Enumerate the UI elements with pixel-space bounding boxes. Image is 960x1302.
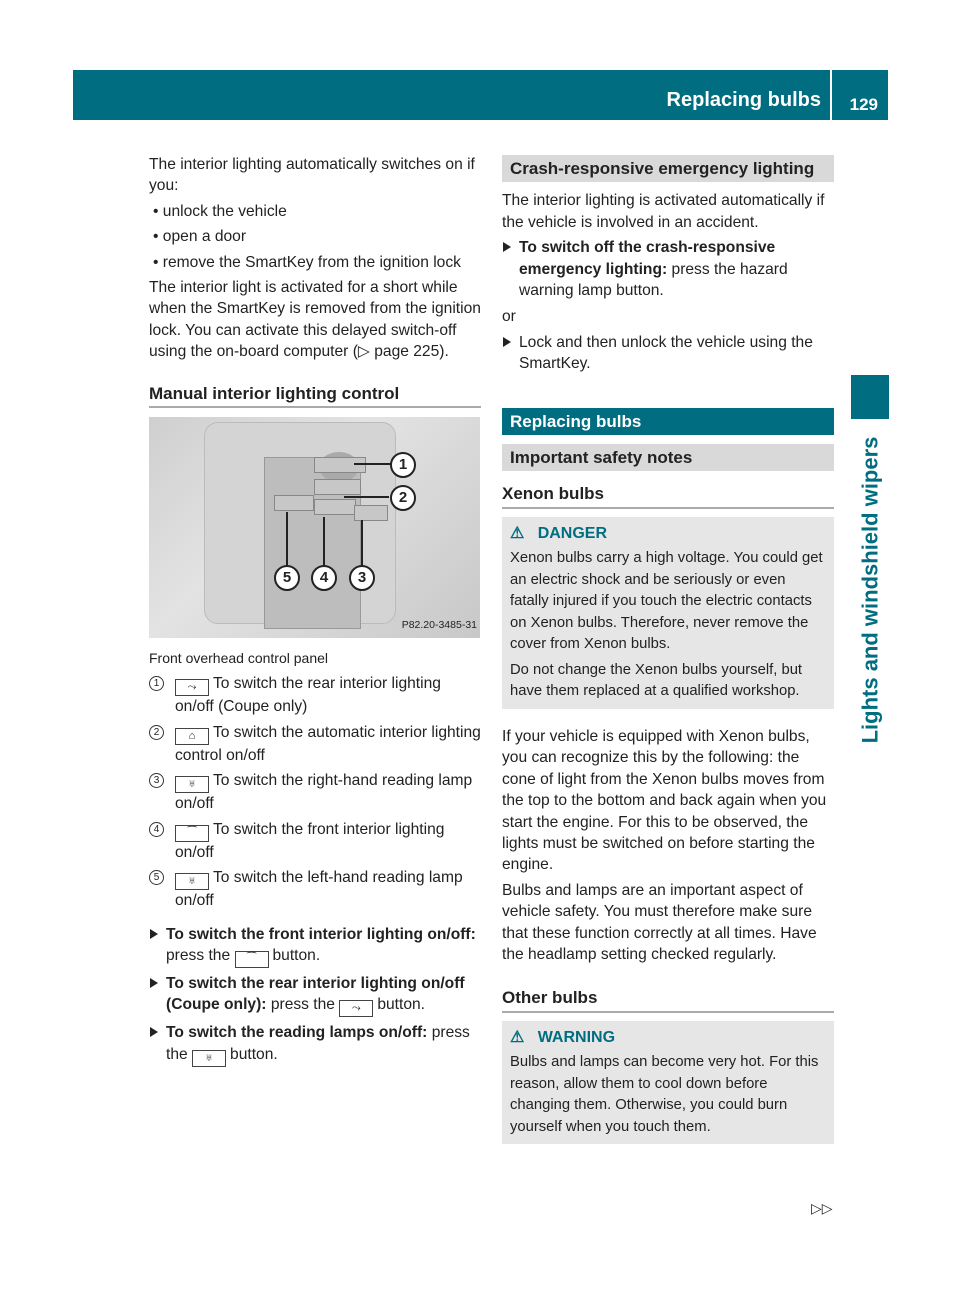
legend-item: 2 ⌂ To switch the automatic interior lighting control on/off [149, 722, 481, 766]
bullet-item: • unlock the vehicle [153, 202, 287, 220]
callout-1: 1 [390, 452, 416, 478]
header-divider [830, 70, 832, 120]
front-light-icon: ⁀ [175, 825, 209, 842]
warning-box [502, 1021, 834, 1145]
front-light-icon: ⁀ [235, 951, 269, 968]
legend-item: 3 ♅ To switch the right-hand reading lamp on/off [149, 770, 481, 814]
callout-5: 5 [274, 565, 300, 591]
rear-light-icon: ⤳ [339, 1000, 373, 1017]
section-heading: Manual interior lighting control [149, 383, 481, 408]
bullet-item: • remove the SmartKey from the ignition lock [153, 253, 461, 271]
callout-4: 4 [311, 565, 337, 591]
crash-paragraph: The interior lighting is activated automatically if the vehicle is involved in an accident. [502, 192, 825, 231]
warning-triangle-icon: ⚠ [510, 1028, 525, 1046]
intro-text: The interior lighting automatically switches on if you: [149, 156, 475, 195]
or-text: or [502, 308, 516, 326]
callout-3: 3 [349, 565, 375, 591]
warning-triangle-icon: ⚠ [510, 524, 525, 542]
danger-text: Do not change the Xenon bulbs yourself, but have them replaced at a qualified workshop. [510, 661, 803, 700]
continue-icon: ▷▷ [811, 1200, 833, 1216]
warning-text: Bulbs and lamps can become very hot. For this reason, allow them to cool down before changing them. Otherwise, you could burn yourself when you touch them. [510, 1054, 819, 1135]
side-tab-marker [851, 375, 889, 419]
legend-item: 5 ♅ To switch the left-hand reading lamp on/off [149, 867, 481, 911]
subsection-bar: Important safety notes [502, 444, 834, 471]
danger-title: ⚠ DANGER [510, 524, 608, 542]
safety-paragraph: Bulbs and lamps are an important aspect of vehicle safety. You must therefore make sure that these function correctly at all times. Have the headlamp setting checked regularly. [502, 881, 817, 963]
right-column [502, 155, 834, 1144]
instruction-step: To switch the rear interior lighting on/off (Coupe only): press the ⤳ button. [149, 973, 481, 1017]
section-title-bar: Replacing bulbs [502, 408, 834, 435]
other-bulbs-heading: Other bulbs [502, 987, 834, 1012]
reading-lamp-icon: ♅ [175, 776, 209, 793]
instruction-step: To switch the front interior lighting on/off: press the ⁀ button. [149, 924, 481, 968]
instruction-step: To switch the reading lamps on/off: press the ♅ button. [149, 1022, 481, 1066]
image-caption: Front overhead control panel [149, 650, 328, 667]
instruction-step: To switch off the crash-responsive emergency lighting: press the hazard warning lamp button. [502, 237, 834, 301]
instruction-step: Lock and then unlock the vehicle using the SmartKey. [502, 332, 834, 375]
warning-title: ⚠ WARNING [510, 1028, 616, 1046]
delay-paragraph: The interior light is activated for a short while when the SmartKey is removed from the ignition lock. You can activate this delayed switch-off using the on-board computer (▷ page 225). [149, 279, 481, 361]
side-tab-label: Lights and windshield wipers [857, 436, 883, 744]
page-header [73, 70, 888, 120]
reading-lamp-icon: ♅ [175, 873, 209, 890]
header-title: Replacing bulbs [666, 89, 821, 111]
danger-text: Xenon bulbs carry a high voltage. You could get an electric shock and be seriously or even fatally injured if you touch the electric contacts on Xenon bulbs. Therefore, never remove the cover from Xenon bulbs. [510, 550, 823, 653]
left-column [149, 154, 481, 1072]
legend-item: 4 ⁀ To switch the front interior lighting on/off [149, 819, 481, 863]
xenon-heading: Xenon bulbs [502, 483, 834, 508]
legend-item: 1 ⤳ To switch the rear interior lighting on/off (Coupe only) [149, 673, 481, 717]
image-code: P82.20-3485-31 [401, 618, 477, 631]
auto-light-icon: ⌂ [175, 728, 209, 745]
page-number: 129 [849, 95, 878, 114]
rear-light-icon: ⤳ [175, 679, 209, 696]
control-panel-photo [149, 417, 480, 638]
reading-lamp-icon: ♅ [192, 1050, 226, 1067]
danger-box [502, 517, 834, 709]
crash-heading: Crash-responsive emergency lighting [502, 155, 834, 182]
bullet-item: • open a door [153, 228, 247, 246]
xenon-paragraph: If your vehicle is equipped with Xenon bulbs, you can recognize this by the following: the cone of light from the Xenon bulbs moves from the top to the bottom and back again when you start the engine. For this to be observed, the lights must be switched on before starting the engine. [502, 727, 827, 874]
callout-2: 2 [390, 485, 416, 511]
